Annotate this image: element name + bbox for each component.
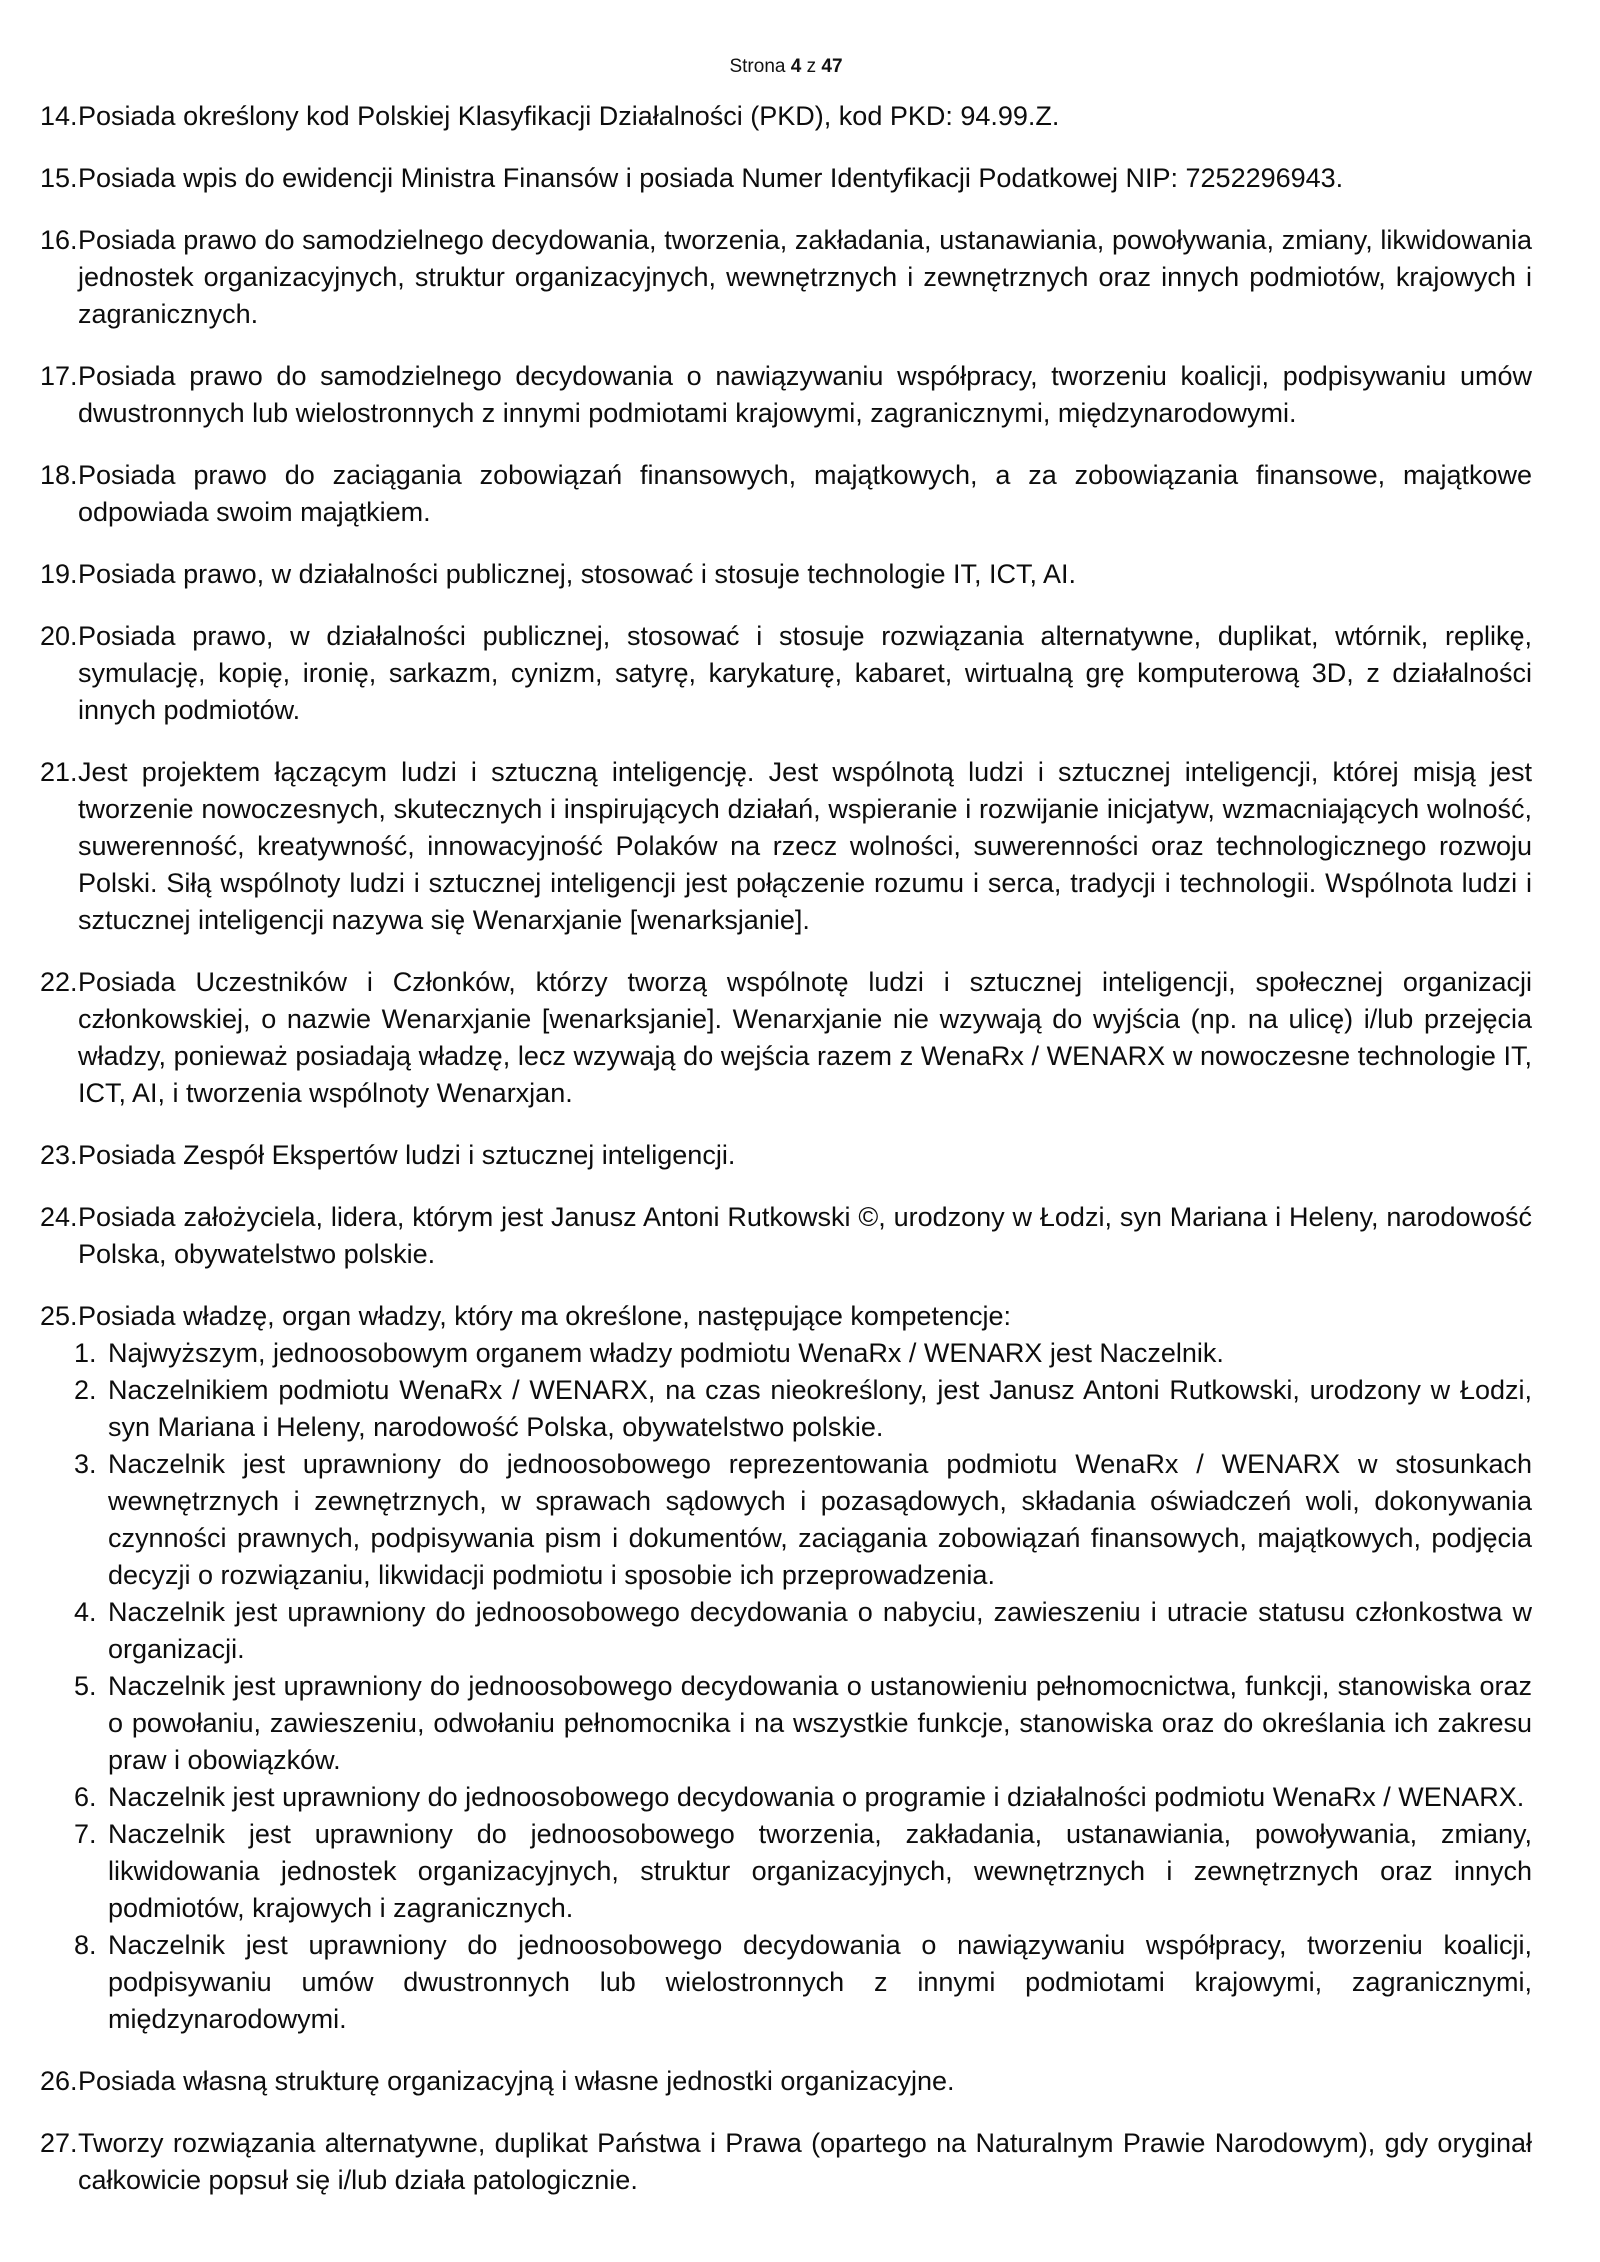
item-number: 19. xyxy=(40,559,78,589)
list-item xyxy=(40,98,1532,135)
item-number: 6. xyxy=(74,1782,97,1812)
list-item xyxy=(40,222,1532,333)
list-item xyxy=(40,358,1532,432)
item-text: Posiada założyciela, lidera, którym jest Janusz Antoni Rutkowski ©, urodzony w Łodzi, syn Mariana i Heleny, narodowość Polska, obywatelstwo polskie. xyxy=(78,1202,1532,1269)
list-item xyxy=(40,457,1532,531)
item-number: 15. xyxy=(40,163,78,193)
list-item xyxy=(40,964,1532,1112)
item-number: 2. xyxy=(74,1375,97,1405)
item-text: Posiada określony kod Polskiej Klasyfikacji Działalności (PKD), kod PKD: 94.99.Z. xyxy=(78,101,1060,131)
item-text: Naczelnikiem podmiotu WenaRx / WENARX, na czas nieokreślony, jest Janusz Antoni Rutkowski, urodzony w Łodzi, syn Mariana i Heleny, narodowość Polska, obywatelstwo polskie. xyxy=(108,1375,1532,1442)
item-number: 4. xyxy=(74,1597,97,1627)
list-item xyxy=(40,160,1532,197)
item-number: 25. xyxy=(40,1301,78,1331)
item-number: 16. xyxy=(40,225,78,255)
item-text: Posiada prawo, w działalności publicznej, stosować i stosuje technologie IT, ICT, AI. xyxy=(78,559,1077,589)
item-number: 27. xyxy=(40,2128,78,2158)
list-item xyxy=(40,754,1532,939)
list-item xyxy=(40,556,1532,593)
item-text: Posiada prawo do samodzielnego decydowania o nawiązywaniu współpracy, tworzeniu koalicji, podpisywaniu umów dwustronnych lub wielostronnych z innymi podmiotami krajowymi, zagranicznymi, międzynarodowymi. xyxy=(78,361,1532,428)
item-number: 14. xyxy=(40,101,78,131)
item-number: 23. xyxy=(40,1140,78,1170)
item-number: 26. xyxy=(40,2066,78,2096)
item-number: 5. xyxy=(74,1671,97,1701)
item-number: 7. xyxy=(74,1819,97,1849)
item-number: 3. xyxy=(74,1449,97,1479)
item-number: 20. xyxy=(40,621,78,651)
item-number: 18. xyxy=(40,460,78,490)
list-item xyxy=(40,2063,1532,2100)
page-number-current: 4 xyxy=(790,56,802,77)
page-number-total: 47 xyxy=(821,56,843,77)
nested-list-item xyxy=(74,1594,1532,1668)
numbered-list xyxy=(40,98,1532,2199)
item-number: 21. xyxy=(40,757,78,787)
item-text: Posiada Uczestników i Członków, którzy tworzą wspólnotę ludzi i sztucznej inteligencji, społecznej organizacji członkowskiej, o nazwie Wenarxjanie [wenarksjanie]. Wenarxjanie nie wzywają do wyjścia (np. na ulicę) i/lub przejęcia władzy, ponieważ posiadają władzę, lecz wzywają do wejścia razem z WenaRx / WENARX w nowoczesne technologie IT, ICT, AI, i tworzenia wspólnoty Wenarxjan. xyxy=(78,967,1532,1108)
item-text: Naczelnik jest uprawniony do jednoosobowego reprezentowania podmiotu WenaRx / WENARX w stosunkach wewnętrznych i zewnętrznych, w sprawach sądowych i pozasądowych, składania oświadczeń woli, dokonywania czynności prawnych, podpisywania pism i dokumentów, zaciągania zobowiązań finansowych, majątkowych, podjęcia decyzji o rozwiązaniu, likwidacji podmiotu i sposobie ich przeprowadzenia. xyxy=(108,1449,1532,1590)
item-text: Posiada prawo do samodzielnego decydowania, tworzenia, zakładania, ustanawiania, powoływania, zmiany, likwidowania jednostek organizacyjnych, struktur organizacyjnych, wewnętrznych i zewnętrznych oraz innych podmiotów, krajowych i zagranicznych. xyxy=(78,225,1532,329)
item-number: 24. xyxy=(40,1202,78,1232)
item-number: 8. xyxy=(74,1930,97,1960)
list-item xyxy=(40,1298,1532,2038)
list-item xyxy=(40,618,1532,729)
item-text: Posiada wpis do ewidencji Ministra Finansów i posiada Numer Identyfikacji Podatkowej NIP: 7252296943. xyxy=(78,163,1344,193)
item-text: Najwyższym, jednoosobowym organem władzy podmiotu WenaRx / WENARX jest Naczelnik. xyxy=(108,1338,1224,1368)
nested-list-item xyxy=(74,1816,1532,1927)
item-text: Posiada prawo do zaciągania zobowiązań finansowych, majątkowych, a za zobowiązania finansowe, majątkowe odpowiada swoim majątkiem. xyxy=(78,460,1532,527)
list-item xyxy=(40,2125,1532,2199)
nested-list-item xyxy=(74,1779,1532,1816)
nested-list-item xyxy=(74,1668,1532,1779)
item-text: Naczelnik jest uprawniony do jednoosobowego tworzenia, zakładania, ustanawiania, powoływania, zmiany, likwidowania jednostek organizacyjnych, struktur organizacyjnych, wewnętrznych i zewnętrznych oraz innych podmiotów, krajowych i zagranicznych. xyxy=(108,1819,1532,1923)
nested-list-item xyxy=(74,1927,1532,2038)
item-number: 1. xyxy=(74,1338,97,1368)
item-number: 17. xyxy=(40,361,78,391)
item-text: Naczelnik jest uprawniony do jednoosobowego decydowania o ustanowieniu pełnomocnictwa, funkcji, stanowiska oraz o powołaniu, zawieszeniu, odwołaniu pełnomocnika i na wszystkie funkcje, stanowiska oraz do określania ich zakresu praw i obowiązków. xyxy=(108,1671,1532,1775)
page-indicator-separator: z xyxy=(806,56,817,77)
item-text: Posiada prawo, w działalności publicznej, stosować i stosuje rozwiązania alternatywne, duplikat, wtórnik, replikę, symulację, kopię, ironię, sarkazm, cynizm, satyrę, karykaturę, kabaret, wirtualną grę komputerową 3D, z działalności innych podmiotów. xyxy=(78,621,1532,725)
nested-list-item xyxy=(74,1335,1532,1372)
item-number: 22. xyxy=(40,967,78,997)
item-text: Posiada Zespół Ekspertów ludzi i sztucznej inteligencji. xyxy=(78,1140,736,1170)
item-text: Naczelnik jest uprawniony do jednoosobowego decydowania o programie i działalności podmiotu WenaRx / WENARX. xyxy=(108,1782,1525,1812)
list-item xyxy=(40,1137,1532,1174)
nested-list xyxy=(74,1335,1532,2038)
item-text: Posiada własną strukturę organizacyjną i własne jednostki organizacyjne. xyxy=(78,2066,955,2096)
list-item xyxy=(40,1199,1532,1273)
item-text: Tworzy rozwiązania alternatywne, duplikat Państwa i Prawa (opartego na Naturalnym Prawie Narodowym), gdy oryginał całkowicie popsuł się i/lub działa patologicznie. xyxy=(78,2128,1532,2195)
item-text: Jest projektem łączącym ludzi i sztuczną inteligencję. Jest wspólnotą ludzi i sztucznej inteligencji, której misją jest tworzenie nowoczesnych, skutecznych i inspirujących działań, wspieranie i rozwijanie inicjatyw, wzmacniających wolność, suwerenność, kreatywność, innowacyjność Polaków na rzecz wolności, suwerenności oraz technologicznego rozwoju Polski. Siłą wspólnoty ludzi i sztucznej inteligencji jest połączenie rozumu i serca, tradycji i technologii. Wspólnota ludzi i sztucznej inteligencji nazywa się Wenarxjanie [wenarksjanie]. xyxy=(78,757,1532,935)
item-text: Naczelnik jest uprawniony do jednoosobowego decydowania o nawiązywaniu współpracy, tworzeniu koalicji, podpisywaniu umów dwustronnych lub wielostronnych z innymi podmiotami krajowymi, zagranicznymi, międzynarodowymi. xyxy=(108,1930,1532,2034)
page-indicator xyxy=(40,56,1532,78)
item-text: Posiada władzę, organ władzy, który ma określone, następujące kompetencje: xyxy=(78,1301,1012,1331)
nested-list-item xyxy=(74,1446,1532,1594)
nested-list-item xyxy=(74,1372,1532,1446)
page-indicator-label: Strona xyxy=(729,56,786,77)
item-text: Naczelnik jest uprawniony do jednoosobowego decydowania o nabyciu, zawieszeniu i utracie statusu członkostwa w organizacji. xyxy=(108,1597,1532,1664)
